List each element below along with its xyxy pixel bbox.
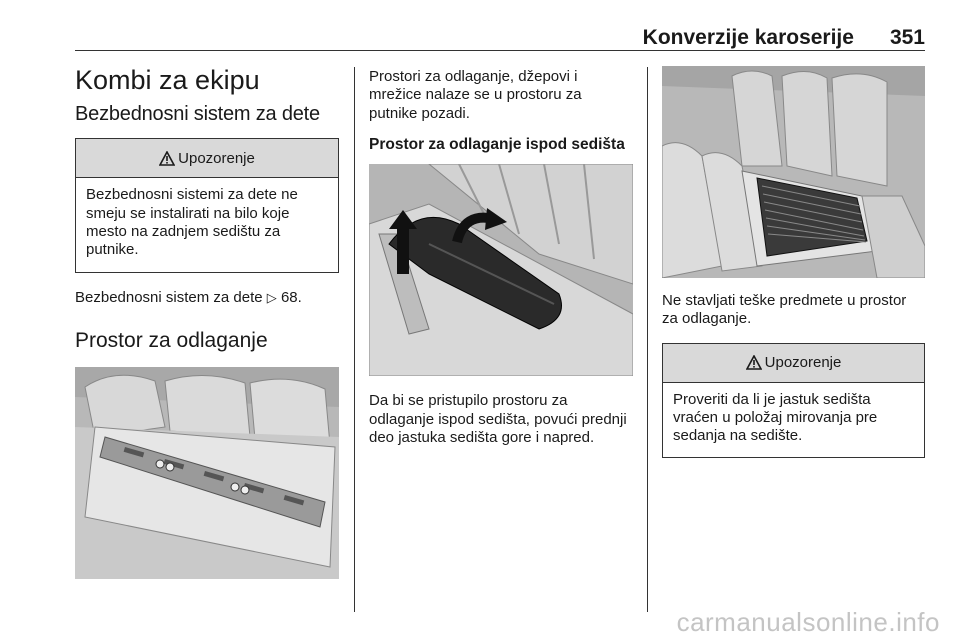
page-header bbox=[75, 26, 925, 50]
warning-title: Upozorenje bbox=[764, 354, 842, 372]
right-column bbox=[662, 58, 925, 458]
warning-box-child-seat bbox=[75, 138, 339, 272]
warning-triangle-icon bbox=[746, 355, 762, 370]
child-safety-heading: Bezbednosni sistem za dete bbox=[75, 103, 320, 126]
warning-text: Bezbednosni sistemi za dete ne smeju se instalirati na bilo koje mesto na zadnjem sedištu za putnike. bbox=[86, 186, 298, 259]
reference-text: Bezbednosni sistem za dete bbox=[75, 288, 263, 306]
page-ref-arrow-icon: ▷ bbox=[266, 289, 277, 305]
left-column bbox=[75, 58, 339, 579]
warning-text: Proveriti da li je jastuk sedišta vraćen u položaj mirovanja pre sedanja na sedište. bbox=[673, 390, 878, 445]
under-seat-instructions: Da bi se pristupilo prostoru za odlaganje ispod sedišta, povući prednji deo jastuka sedišta gore i napred. bbox=[369, 392, 627, 446]
warning-header bbox=[76, 139, 338, 178]
warning-title: Upozorenje bbox=[178, 149, 255, 167]
header-rule bbox=[75, 50, 925, 51]
illustration-storage-compartment bbox=[662, 66, 925, 278]
reference-line bbox=[75, 289, 339, 307]
storage-caption: Ne stavljati teške predmete u prostor za odlaganje. bbox=[662, 292, 907, 328]
warning-triangle-icon bbox=[159, 151, 175, 166]
column-divider-1 bbox=[354, 67, 355, 612]
middle-column bbox=[369, 58, 633, 447]
illustration-seat-rail bbox=[75, 367, 339, 579]
page-number: 351 bbox=[889, 26, 925, 49]
warning-box-cushion bbox=[662, 343, 925, 459]
illustration-lift-cushion bbox=[369, 164, 633, 376]
storage-heading: Prostor za odlaganje bbox=[75, 328, 268, 352]
under-seat-heading: Prostor za odlaganje ispod sedišta bbox=[369, 135, 625, 153]
storage-intro: Prostori za odlaganje, džepovi i mrežice nalaze se u prostoru za putnike pozadi. bbox=[369, 68, 582, 122]
page-title: Kombi za ekipu bbox=[75, 65, 260, 95]
chapter-title: Konverzije karoserije bbox=[642, 26, 854, 49]
column-divider-2 bbox=[647, 67, 648, 612]
watermark: carmanualsonline.info bbox=[676, 607, 940, 637]
reference-page[interactable]: 68. bbox=[280, 288, 302, 306]
warning-header bbox=[663, 344, 924, 383]
